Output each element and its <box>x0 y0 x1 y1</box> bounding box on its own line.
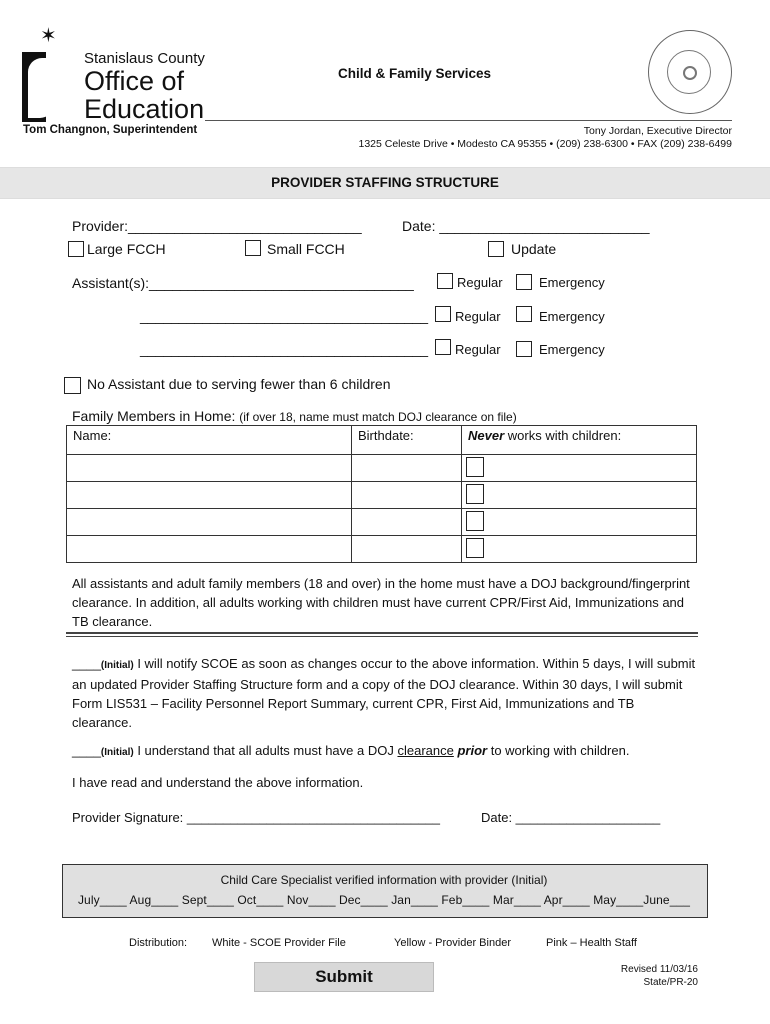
regular-label-1: Regular <box>457 275 503 290</box>
section-divider-1 <box>66 632 698 634</box>
initial-blank-1[interactable]: ____ <box>72 656 101 671</box>
family-heading-row <box>72 408 517 424</box>
director: Tony Jordan, Executive Director <box>583 125 732 137</box>
provider-field[interactable]: Provider:______________________________ <box>72 218 362 234</box>
revised-date: Revised 11/03/16 <box>620 964 698 975</box>
initial-statement-1 <box>72 654 697 732</box>
large-fcch-checkbox[interactable] <box>68 241 84 257</box>
no-assistant-label: No Assistant due to serving fewer than 6 children <box>87 376 391 392</box>
no-assistant-checkbox[interactable] <box>64 377 81 394</box>
signature-date-field[interactable]: Date: ____________________ <box>481 810 661 825</box>
emergency-label-3: Emergency <box>539 342 605 357</box>
initial-text-2a: I understand that all adults must have a DOJ <box>133 743 398 758</box>
org-name-line2: Office of <box>84 66 185 96</box>
initial-label-2: (Initial) <box>100 747 134 758</box>
distribution-white: White - SCOE Provider File <box>212 937 346 949</box>
org-name-line3: Education <box>84 94 205 124</box>
header-divider <box>205 120 732 121</box>
col-name-header: Name: <box>67 426 352 455</box>
family-heading: Family Members in Home: <box>72 408 236 424</box>
name-cell[interactable] <box>67 536 352 563</box>
org-name-line1: Stanislaus County <box>84 50 205 67</box>
name-cell[interactable] <box>67 455 352 482</box>
seal-center-icon <box>683 66 697 80</box>
distribution-label: Distribution: <box>129 937 188 949</box>
never-checkbox[interactable] <box>466 538 484 558</box>
emergency-checkbox-2[interactable] <box>516 306 532 322</box>
never-cell <box>462 509 697 536</box>
distribution-yellow: Yellow - Provider Binder <box>394 937 511 949</box>
emergency-checkbox-1[interactable] <box>516 274 532 290</box>
name-cell[interactable] <box>67 482 352 509</box>
section-divider-2 <box>66 636 698 637</box>
emergency-checkbox-3[interactable] <box>516 341 532 357</box>
small-fcch-label: Small FCCH <box>267 241 345 257</box>
birthdate-cell[interactable] <box>352 482 462 509</box>
birthdate-cell[interactable] <box>352 536 462 563</box>
initial-text-1: I will notify SCOE as soon as changes occur to the above information. Within 5 days, I will submit an updated Provider Staffing Structure form and a copy of the DOJ clearance. Within 30 days, I will submit Form LIS531 – Facility Personnel Report Summary, current CPR, First Aid, Immunizations and TB clearance. <box>72 656 696 730</box>
never-emphasis: Never <box>468 428 505 443</box>
signature-field[interactable]: Provider Signature: ___________________________________ <box>72 810 440 825</box>
col-birthdate-header: Birthdate: <box>352 426 462 455</box>
family-note: (if over 18, name must match DOJ clearance on file) <box>239 410 517 424</box>
logo-star-icon: ✶ <box>40 25 57 47</box>
family-members-table <box>66 425 697 563</box>
date-field[interactable]: Date: ___________________________ <box>402 218 650 234</box>
initial-text-2b: to working with children. <box>487 743 630 758</box>
table-row <box>67 482 697 509</box>
emergency-label-2: Emergency <box>539 309 605 324</box>
regular-checkbox-2[interactable] <box>435 306 451 322</box>
regular-label-2: Regular <box>455 309 501 324</box>
logo-s-cutout <box>28 58 54 118</box>
table-row <box>67 455 697 482</box>
verification-title: Child Care Specialist verified information with provider (Initial) <box>220 873 548 887</box>
never-cell <box>462 455 697 482</box>
small-fcch-checkbox[interactable] <box>245 240 261 256</box>
regular-checkbox-3[interactable] <box>435 339 451 355</box>
update-checkbox[interactable] <box>488 241 504 257</box>
birthdate-cell[interactable] <box>352 455 462 482</box>
clearance-underlined: clearance <box>397 743 454 758</box>
assistant-field-2[interactable]: _____________________________________ <box>140 308 429 324</box>
initial-statement-2 <box>72 743 697 758</box>
never-checkbox[interactable] <box>466 511 484 531</box>
read-understand: I have read and understand the above information. <box>72 775 364 790</box>
never-cell <box>462 482 697 509</box>
col-never-header <box>462 426 697 455</box>
distribution-pink: Pink – Health Staff <box>546 937 637 949</box>
address: 1325 Celeste Drive • Modesto CA 95355 • (209) 238-6300 • FAX (209) 238-6499 <box>358 138 732 150</box>
never-cell <box>462 536 697 563</box>
department-title: Child & Family Services <box>338 66 492 81</box>
table-row <box>67 509 697 536</box>
never-checkbox[interactable] <box>466 457 484 477</box>
submit-button[interactable]: Submit <box>254 962 434 992</box>
verification-months[interactable]: July____ Aug____ Sept____ Oct____ Nov____ Dec____ Jan____ Feb____ Mar____ Apr____ May____June___ <box>77 893 691 907</box>
table-header-row <box>67 426 697 455</box>
initial-label-1: (Initial) <box>100 660 134 671</box>
form-code: State/PR-20 <box>643 977 698 988</box>
large-fcch-label: Large FCCH <box>87 241 166 257</box>
clearance-paragraph: All assistants and adult family members (18 and over) in the home must have a DOJ background/fingerprint clearance. In addition, all adults working with children must have current CPR/First Aid, Immunizations and TB clearance. <box>72 576 690 629</box>
emergency-label-1: Emergency <box>539 275 605 290</box>
regular-checkbox-1[interactable] <box>437 273 453 289</box>
never-rest: works with children: <box>507 428 622 443</box>
prior-emphasis: prior <box>457 743 488 758</box>
update-label: Update <box>511 241 557 257</box>
assistant-field-3[interactable]: _____________________________________ <box>140 341 429 357</box>
form-title: PROVIDER STAFFING STRUCTURE <box>271 175 499 190</box>
birthdate-cell[interactable] <box>352 509 462 536</box>
table-row <box>67 536 697 563</box>
never-checkbox[interactable] <box>466 484 484 504</box>
regular-label-3: Regular <box>455 342 501 357</box>
assistant-field-1[interactable]: Assistant(s):__________________________________ <box>72 275 414 291</box>
name-cell[interactable] <box>67 509 352 536</box>
superintendent: Tom Changnon, Superintendent <box>23 124 198 136</box>
initial-blank-2[interactable]: ____ <box>72 743 101 758</box>
